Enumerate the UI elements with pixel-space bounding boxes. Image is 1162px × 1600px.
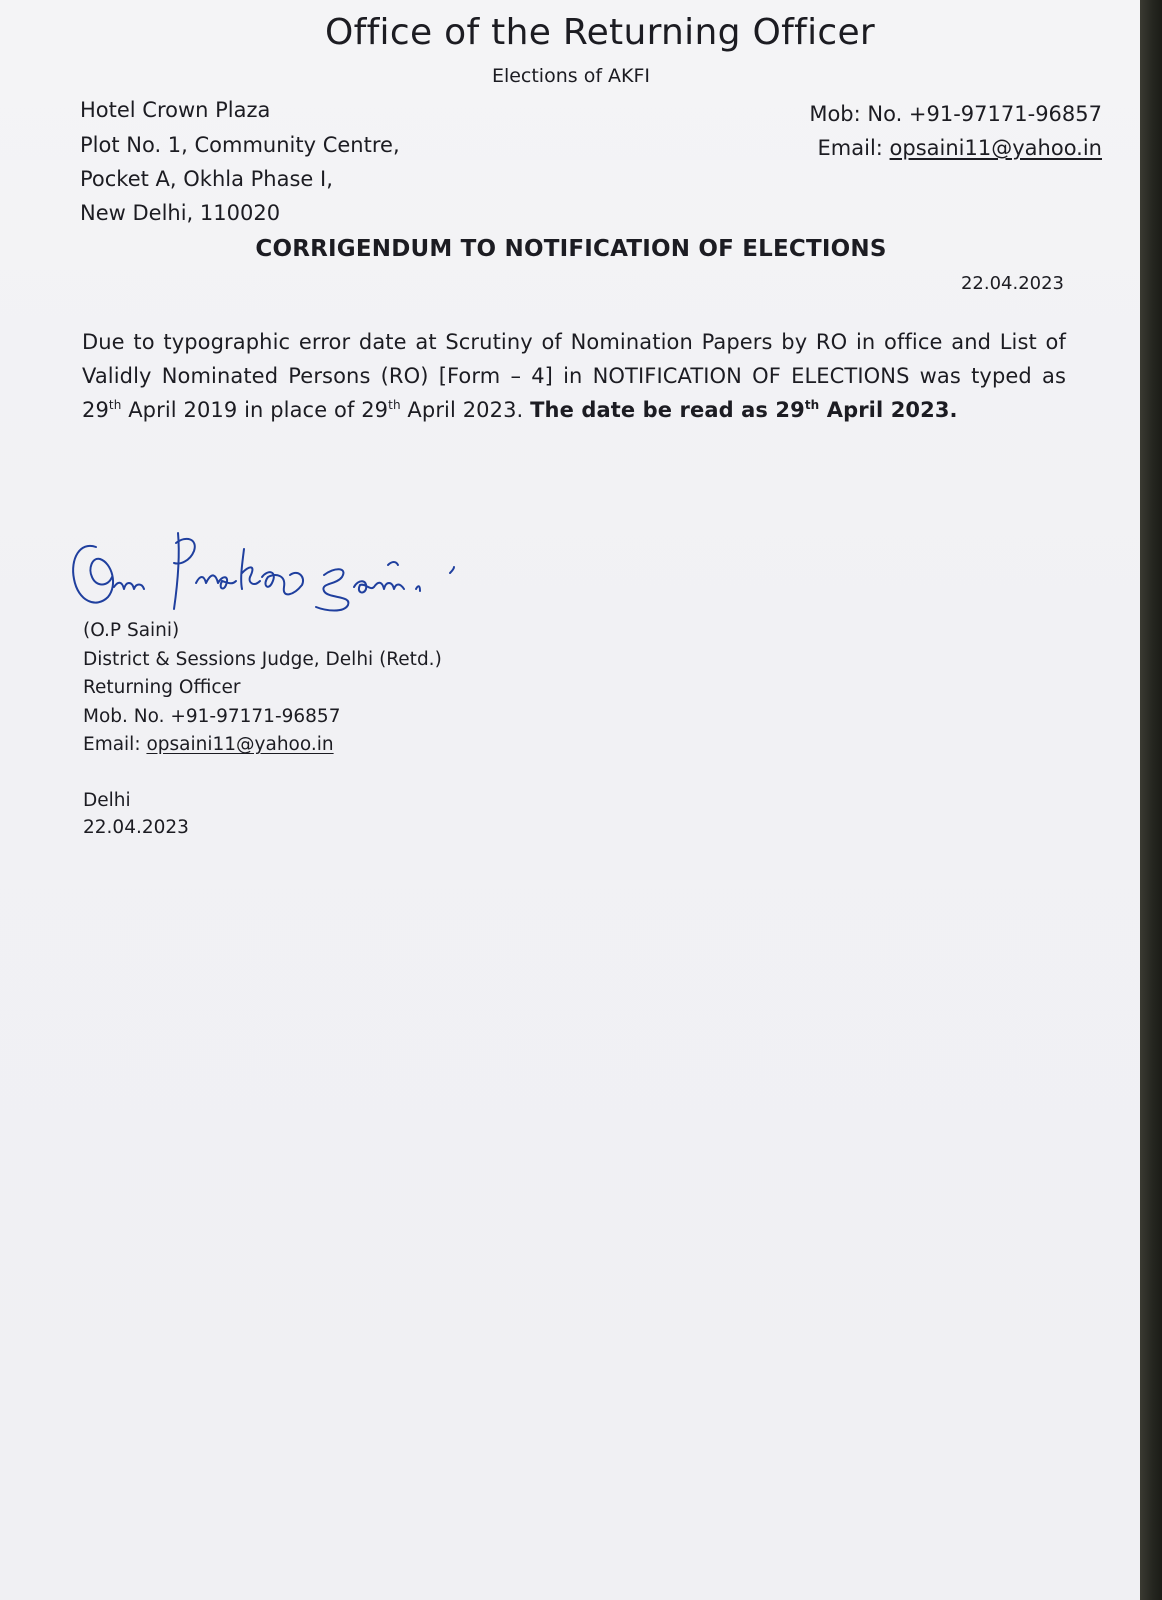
signatory-role: Returning Officer — [83, 677, 241, 698]
address-line-3: Pocket A, Okhla Phase I, — [80, 167, 333, 191]
signatory-email-label: Email: — [83, 734, 147, 755]
body-bold-1: The date be read as 29 — [530, 398, 805, 422]
office-subtitle: Elections of AKFI — [491, 65, 651, 87]
office-title: Office of the Returning Officer — [324, 12, 876, 53]
address-line-1: Hotel Crown Plaza — [80, 98, 271, 122]
address-line-4: New Delhi, 110020 — [80, 201, 281, 225]
body-sup-2: th — [388, 398, 401, 412]
signatory-email — [83, 730, 334, 759]
signatory-mobile: Mob. No. +91-97171-96857 — [83, 706, 341, 727]
body-bold-2: April 2023. — [819, 398, 958, 422]
notice-body — [82, 325, 1066, 427]
signatory-designation: District & Sessions Judge, Delhi (Retd.) — [83, 649, 442, 670]
header-email-link[interactable]: opsaini11@yahoo.in — [889, 136, 1102, 160]
signatory-email-link[interactable]: opsaini11@yahoo.in — [146, 734, 334, 755]
header-email-label: Email: — [817, 136, 890, 160]
signatory-date: 22.04.2023 — [83, 817, 189, 838]
notice-date: 22.04.2023 — [960, 273, 1064, 294]
header-mobile: Mob: No. +91-97171-96857 — [809, 102, 1102, 126]
body-text-2: April 2019 in place of 29 — [121, 398, 389, 422]
body-sup-1: th — [108, 398, 122, 412]
address-line-2: Plot No. 1, Community Centre, — [80, 133, 400, 157]
body-text-1: Due to typographic error date at Scrutiny of Nomination Papers by RO in office and List of Validly Nominated Persons (RO) [Form – 4] in NOTIFICATION OF ELECTIONS was typed as 29 — [82, 330, 1066, 422]
page-background-edge — [1140, 0, 1162, 1600]
handwritten-signature — [66, 525, 476, 625]
header-email — [818, 129, 1102, 167]
signatory-name: (O.P Saini) — [83, 620, 180, 641]
body-text-3: April 2023. — [400, 398, 531, 422]
body-sup-3: th — [804, 398, 820, 412]
notice-heading: CORRIGENDUM TO NOTIFICATION OF ELECTIONS — [255, 236, 887, 262]
signatory-place: Delhi — [83, 790, 131, 811]
